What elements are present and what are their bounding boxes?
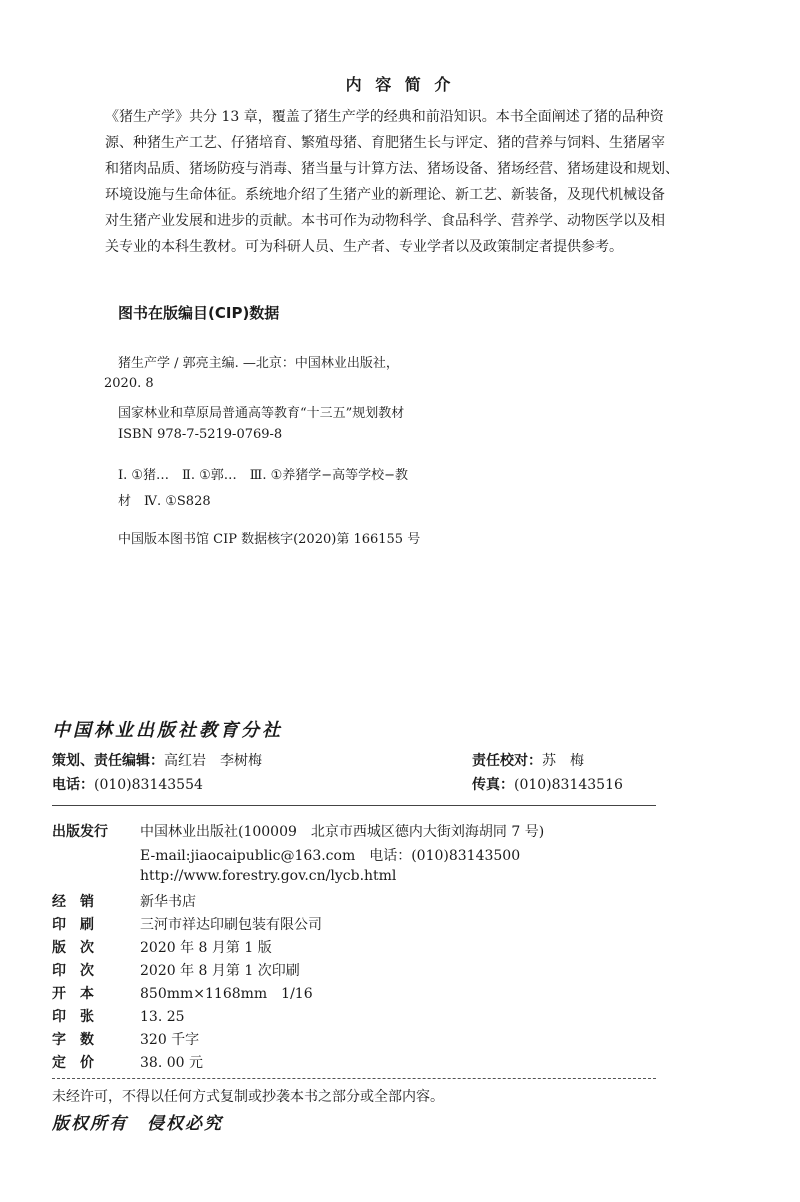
cip-line: 2020. 8 (104, 376, 154, 391)
summary-line: 源、种猪生产工艺、仔猪培育、繁殖母猪、育肥猪生长与评定、猪的营养与饲料、生猪屠宰 (105, 135, 665, 151)
info-value: 2020 年 8 月第 1 版 (140, 940, 272, 956)
cip-line: 材 Ⅳ. ①S828 (118, 494, 211, 509)
divider (52, 805, 656, 806)
info-label: 版 次 (52, 940, 94, 956)
email-line: E-mail:jiaocaipublic@163.com 电话：(010)83143500 (140, 848, 521, 864)
cip-line: Ⅰ. ①猪… Ⅱ. ①郭… Ⅲ. ①养猪学−高等学校−教 (118, 468, 409, 483)
info-value: 320 千字 (140, 1032, 200, 1048)
proof-row (472, 750, 584, 770)
cip-line: 猪生产学 / 郭亮主编. —北京：中国林业出版社， (118, 356, 399, 371)
summary-line: 对生猪产业发展和进步的贡献。本书可作为动物科学、食品科学、营养学、动物医学以及相 (105, 213, 665, 229)
summary-line: 关专业的本科生教材。可为科研人员、生产者、专业学者以及政策制定者提供参考。 (105, 239, 623, 255)
info-value: 13. 25 (140, 1009, 185, 1025)
info-label: 印 次 (52, 963, 94, 979)
fax-value: (010)83143516 (514, 777, 623, 793)
issuer-value: 中国林业出版社(100009 北京市西城区德内大街刘海胡同 7 号) (140, 824, 545, 840)
phone-row (52, 774, 203, 794)
cip-line: 国家林业和草原局普通高等教育“十三五”规划教材 (118, 406, 405, 421)
info-label: 定 价 (52, 1055, 94, 1071)
summary-body (105, 104, 745, 264)
summary-line: 《猪生产学》共分 13 章，覆盖了猪生产学的经典和前沿知识。本书全面阐述了猪的品种资 (105, 109, 664, 125)
planner-label: 策划、责任编辑： (52, 753, 164, 769)
copyright-notice: 未经许可，不得以任何方式复制或抄袭本书之部分或全部内容。 (52, 1089, 444, 1105)
proof-label: 责任校对： (472, 753, 542, 769)
phone-value: (010)83143554 (94, 777, 203, 793)
publisher-branch: 中国林业出版社教育分社 (52, 720, 283, 741)
rights-reserved: 版权所有 侵权必究 (52, 1114, 223, 1134)
cip-line: 中国版本图书馆 CIP 数据核字(2020)第 166155 号 (118, 532, 421, 547)
info-row (52, 1006, 185, 1026)
info-label: 印 张 (52, 1009, 94, 1025)
info-row (52, 960, 300, 980)
info-value: 38. 00 元 (140, 1055, 203, 1071)
url-line: http://www.forestry.gov.cn/lycb.html (140, 868, 397, 884)
info-label: 印 刷 (52, 917, 94, 933)
planner-row (52, 750, 262, 770)
summary-line: 环境设施与生命体征。系统地介绍了生猪产业的新理论、新工艺、新装备，及现代机械设备 (105, 187, 665, 203)
issuer-label: 出版发行 (52, 824, 108, 840)
info-row (52, 983, 313, 1003)
info-row (52, 937, 272, 957)
info-label: 字 数 (52, 1032, 94, 1048)
summary-line: 和猪肉品质、猪场防疫与消毒、猪当量与计算方法、猪场设备、猪场经营、猪场建设和规划、 (105, 161, 679, 177)
cip-line: ISBN 978-7-5219-0769-8 (118, 427, 283, 442)
info-label: 开 本 (52, 986, 94, 1002)
info-row (52, 1029, 199, 1049)
info-row (52, 891, 196, 911)
divider (52, 1078, 656, 1079)
info-value: 2020 年 8 月第 1 次印刷 (140, 963, 300, 979)
info-value: 850mm×1168mm 1/16 (140, 986, 313, 1002)
info-value: 新华书店 (140, 894, 196, 910)
planner-value: 高红岩 李树梅 (164, 753, 262, 769)
phone-label: 电话： (52, 777, 94, 793)
info-row (52, 1052, 203, 1072)
fax-row (472, 774, 623, 794)
info-row (52, 914, 322, 934)
summary-title: 内 容 简 介 (345, 75, 455, 94)
issuer-row (52, 821, 544, 841)
fax-label: 传真： (472, 777, 514, 793)
cip-title: 图书在版编目(CIP)数据 (118, 304, 280, 322)
proof-value: 苏 梅 (542, 753, 584, 769)
info-value: 三河市祥达印刷包装有限公司 (140, 917, 322, 933)
info-label: 经 销 (52, 894, 94, 910)
